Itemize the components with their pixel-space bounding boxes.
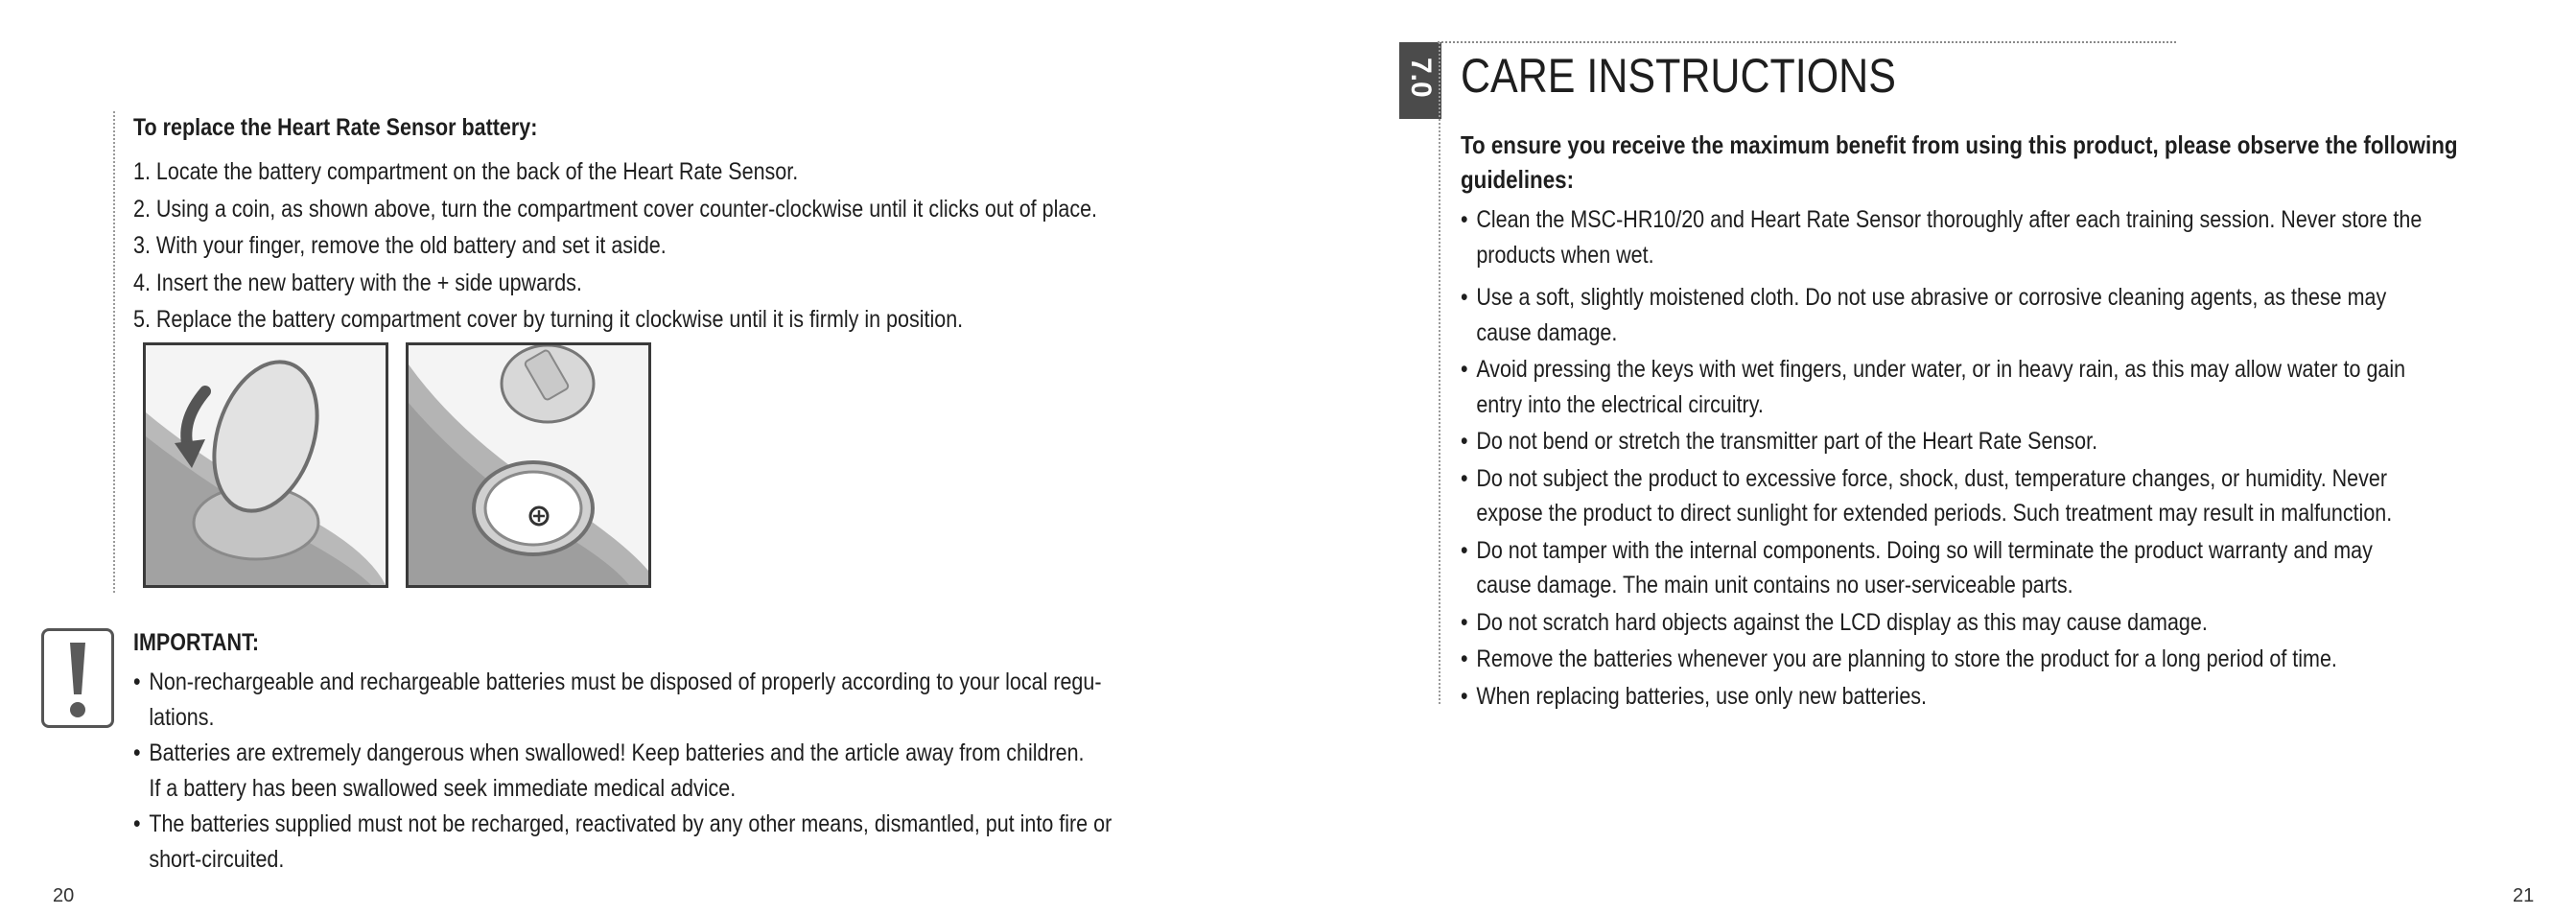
important-item-line: If a battery has been swallowed seek immediate medical advice.	[149, 774, 737, 802]
care-item	[1461, 461, 2422, 531]
care-item-line: Do not scratch hard objects against the LCD display as this may cause damage.	[1476, 608, 2208, 636]
important-title: IMPORTANT:	[133, 629, 259, 656]
important-list	[133, 665, 1112, 878]
care-intro-line: To ensure you receive the maximum benefit from using this product, please observe the following	[1461, 130, 2458, 159]
right-dotted-rule	[1439, 42, 1440, 704]
battery-heading: To replace the Heart Rate Sensor battery:	[133, 114, 538, 141]
care-item	[1461, 605, 2422, 641]
sensor-compartment-icon	[409, 345, 648, 585]
important-item	[133, 807, 1112, 877]
bullet: •	[1461, 608, 1468, 636]
care-item	[1461, 533, 2422, 603]
care-item-line: products when wet.	[1476, 241, 1654, 269]
care-item	[1461, 280, 2422, 350]
care-intro-line: guidelines:	[1461, 165, 1575, 194]
care-intro	[1461, 128, 2458, 197]
care-list	[1461, 202, 2422, 716]
page-number-left: 20	[53, 885, 75, 906]
care-item-line: cause damage.	[1476, 318, 1618, 346]
bullet: •	[133, 669, 141, 695]
bullet: •	[1461, 682, 1468, 710]
bullet: •	[133, 810, 141, 837]
bullet: •	[1461, 645, 1468, 672]
important-item-line: Non-rechargeable and rechargeable batteries must be disposed of properly according to your local regu-	[149, 669, 1102, 695]
battery-step: 2. Using a coin, as shown above, turn the compartment cover counter-clockwise until it clicks out of place.	[133, 195, 1098, 223]
important-notice-box	[41, 628, 114, 728]
left-dotted-rule	[113, 111, 115, 593]
header-dotted-rule	[1438, 41, 2176, 43]
bullet: •	[1461, 356, 1468, 383]
care-item-line: cause damage. The main unit contains no user-serviceable parts.	[1476, 572, 2073, 598]
care-item-line: expose the product to direct sunlight for extended periods. Such treatment may result in malfunction.	[1476, 500, 2393, 527]
important-item	[133, 665, 1112, 735]
care-item-line: Do not subject the product to excessive force, shock, dust, temperature changes, or humidity. Never	[1476, 464, 2387, 492]
important-item-line: The batteries supplied must not be recharged, reactivated by any other means, dismantled, put into fire or	[149, 810, 1112, 837]
care-item-line: entry into the electrical circuitry.	[1476, 390, 1764, 418]
section-number: 7.0	[1405, 58, 1437, 98]
bullet: •	[1461, 428, 1468, 455]
care-item	[1461, 642, 2422, 677]
sensor-cover-open-icon	[146, 345, 386, 585]
important-item-line: Batteries are extremely dangerous when swallowed! Keep batteries and the article away from children.	[149, 739, 1085, 766]
important-item-line: short-circuited.	[149, 845, 285, 873]
battery-cover-removal-illustration	[143, 342, 388, 588]
care-item-line: When replacing batteries, use only new batteries.	[1476, 682, 1928, 710]
care-item	[1461, 352, 2422, 422]
battery-step: 1. Locate the battery compartment on the back of the Heart Rate Sensor.	[133, 158, 799, 185]
important-item	[133, 736, 1112, 806]
bullet: •	[1461, 284, 1468, 311]
battery-steps	[133, 153, 1097, 339]
care-item-line: Avoid pressing the keys with wet fingers, under water, or in heavy rain, as this may allow water to gain	[1476, 356, 2406, 383]
bullet: •	[133, 739, 141, 766]
battery-compartment-illustration	[406, 342, 651, 588]
battery-step: 3. With your finger, remove the old battery and set it aside.	[133, 232, 667, 259]
important-item-line: lations.	[149, 703, 215, 731]
care-item-line: Use a soft, slightly moistened cloth. Do not use abrasive or corrosive cleaning agents, as these may	[1476, 284, 2387, 311]
bullet: •	[1461, 206, 1468, 233]
page-number-right: 21	[2513, 885, 2535, 906]
care-item	[1461, 202, 2422, 272]
battery-step: 5. Replace the battery compartment cover by turning it clockwise until it is firmly in position.	[133, 306, 964, 333]
battery-step: 4. Insert the new battery with the + side upwards.	[133, 269, 582, 296]
care-item	[1461, 424, 2422, 459]
page-title: CARE INSTRUCTIONS	[1461, 49, 1896, 103]
care-item-line: Remove the batteries whenever you are planning to store the product for a long period of time.	[1476, 645, 2337, 672]
care-item-line: Do not bend or stretch the transmitter part of the Heart Rate Sensor.	[1476, 428, 2098, 455]
care-item-line: Clean the MSC-HR10/20 and Heart Rate Sensor thoroughly after each training session. Never store the	[1476, 206, 2423, 233]
bullet: •	[1461, 536, 1468, 564]
exclamation-icon	[44, 631, 111, 725]
bullet: •	[1461, 464, 1468, 492]
care-item	[1461, 679, 2422, 715]
care-item-line: Do not tamper with the internal components. Doing so will terminate the product warranty and may	[1476, 536, 2373, 564]
right-page	[1288, 0, 2576, 915]
